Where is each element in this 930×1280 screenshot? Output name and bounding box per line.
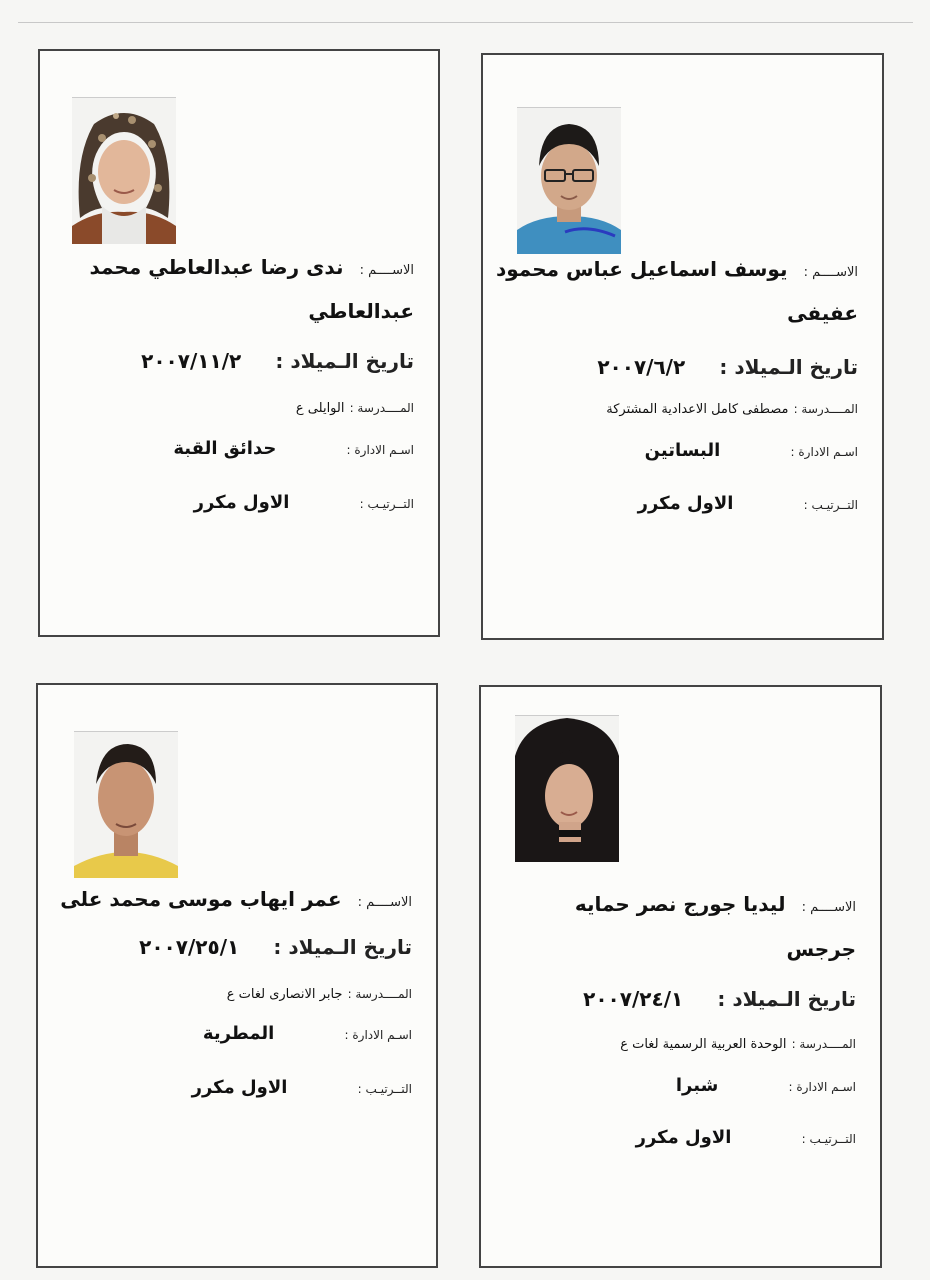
- school-line: [501, 398, 858, 417]
- admin-value: شبرا: [675, 1075, 719, 1096]
- student-card-yousef: [481, 53, 884, 640]
- dob-label: تاريخ الـميلاد :: [719, 355, 858, 379]
- name-label: الاســــم :: [801, 900, 856, 915]
- student-name: يوسف اسماعيل عباس محمود: [496, 257, 788, 281]
- school-line: [499, 1033, 856, 1052]
- student-card-nada: [38, 49, 440, 637]
- rank-line: [58, 492, 414, 513]
- school-line: [58, 397, 414, 416]
- student-photo: [515, 715, 619, 862]
- student-name: عمر ايهاب موسى محمد على: [60, 887, 342, 911]
- dob-line: [499, 987, 856, 1011]
- school-value: جابر الانصارى لغات ع: [226, 987, 343, 1002]
- name-label: الاســــم :: [359, 263, 414, 278]
- admin-label: اسـم الادارة :: [790, 445, 858, 459]
- dob-value: ٢٠٠٧/١١/٢: [141, 349, 242, 373]
- name-label: الاســــم :: [357, 895, 412, 910]
- school-label: المــــدرسة :: [347, 987, 412, 1001]
- admin-line: [56, 1023, 412, 1044]
- rank-line: [499, 1127, 856, 1148]
- rank-line: [501, 493, 858, 514]
- dob-value: ٢٠٠٧/٦/٢: [597, 355, 686, 379]
- name-line: [56, 887, 412, 911]
- dob-line: [501, 355, 858, 379]
- admin-value: حدائق القبة: [173, 438, 277, 459]
- admin-label: اسـم الادارة :: [346, 443, 414, 457]
- rank-label: التــرتيـب :: [801, 1132, 856, 1146]
- page-top-line: [18, 22, 913, 23]
- school-value: الوحدة العربية الرسمية لغات ع: [620, 1037, 787, 1052]
- student-photo: [74, 731, 178, 878]
- admin-label: اسـم الادارة :: [344, 1028, 412, 1042]
- name-line: [58, 255, 414, 279]
- school-label: المــــدرسة :: [793, 402, 858, 416]
- rank-value: الاول مكرر: [637, 493, 734, 514]
- rank-label: التــرتيـب :: [357, 1082, 412, 1096]
- rank-label: التــرتيـب :: [359, 497, 414, 511]
- dob-line: [56, 935, 412, 959]
- dob-label: تاريخ الـميلاد :: [275, 349, 414, 373]
- rank-value: الاول مكرر: [193, 492, 290, 513]
- dob-line: [58, 349, 414, 373]
- admin-label: اسـم الادارة :: [788, 1080, 856, 1094]
- rank-line: [56, 1077, 412, 1098]
- student-card-lidia: [479, 685, 882, 1268]
- rank-label: التــرتيـب :: [803, 498, 858, 512]
- school-label: المــــدرسة :: [349, 401, 414, 415]
- school-line: [56, 983, 412, 1002]
- admin-line: [499, 1075, 856, 1096]
- rank-value: الاول مكرر: [635, 1127, 732, 1148]
- school-value: مصطفى كامل الاعدادية المشتركة: [606, 402, 789, 417]
- student-photo: [517, 107, 621, 254]
- admin-value: المطرية: [202, 1023, 275, 1044]
- name-label: الاســــم :: [803, 265, 858, 280]
- student-name-cont: عفيفى: [787, 301, 858, 325]
- student-name-cont: جرجس: [786, 937, 856, 961]
- dob-value: ٢٠٠٧/٢٤/١: [583, 987, 684, 1011]
- dob-label: تاريخ الـميلاد :: [717, 987, 856, 1011]
- school-label: المــــدرسة :: [791, 1037, 856, 1051]
- dob-label: تاريخ الـميلاد :: [273, 935, 412, 959]
- student-name-cont: عبدالعاطي: [308, 299, 414, 323]
- name-line: [496, 257, 858, 281]
- student-name: ندى رضا عبدالعاطي محمد: [89, 255, 344, 279]
- student-name: ليديا جورج نصر حمايه: [574, 892, 786, 916]
- rank-value: الاول مكرر: [191, 1077, 288, 1098]
- name-line: [499, 892, 856, 916]
- admin-line: [58, 438, 414, 459]
- student-photo: [72, 97, 176, 244]
- admin-value: البساتين: [644, 440, 721, 461]
- student-card-omar: [36, 683, 438, 1268]
- admin-line: [501, 440, 858, 461]
- dob-value: ٢٠٠٧/٢٥/١: [139, 935, 240, 959]
- school-value: الوايلى ع: [295, 401, 345, 416]
